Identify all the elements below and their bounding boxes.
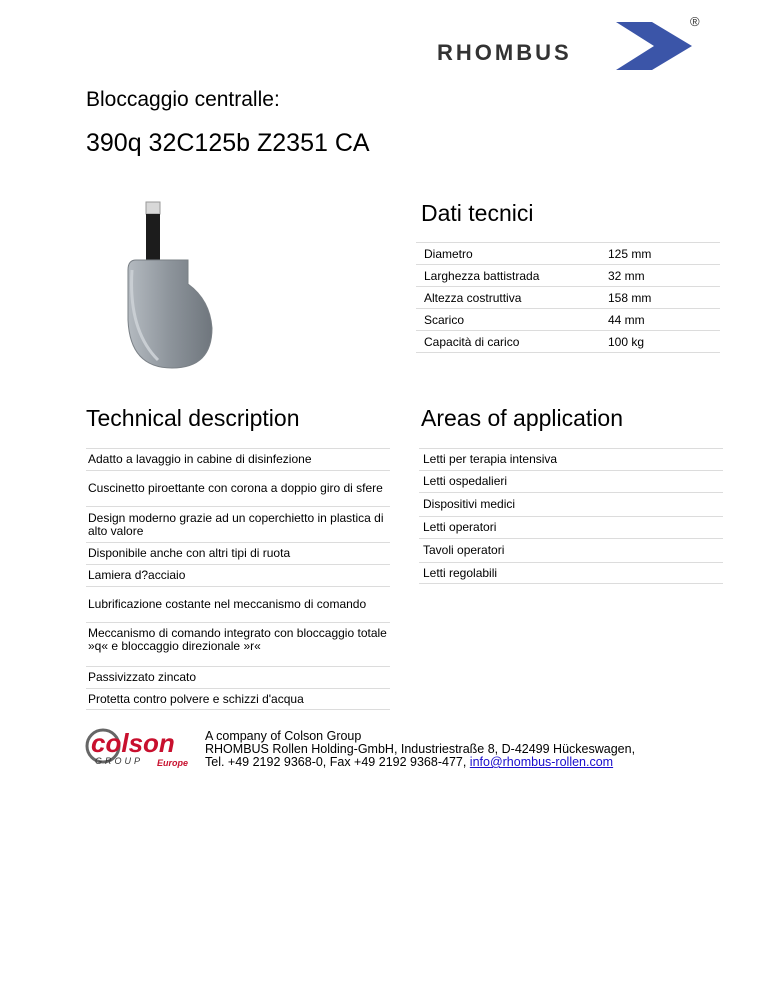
list-item: Protetta contro polvere e schizzi d'acqua [86, 688, 390, 710]
spec-value: 100 kg [608, 331, 720, 353]
list-item: Tavoli operatori [419, 538, 723, 562]
list-item: Lubrificazione costante nel meccanismo di comando [86, 586, 390, 622]
list-item: Passivizzato zincato [86, 666, 390, 688]
specs-heading: Dati tecnici [421, 200, 534, 226]
spec-value: 158 mm [608, 287, 720, 309]
table-row [416, 309, 720, 331]
table-row [416, 331, 720, 353]
list-item: Letti operatori [419, 516, 723, 538]
footer-line-1: A company of Colson Group [205, 729, 362, 743]
list-item: Disponibile anche con altri tipi di ruota [86, 542, 390, 564]
page-title: 390q 32C125b Z2351 CA [86, 129, 370, 157]
rhombus-arrow-icon [614, 20, 694, 72]
colson-logo [85, 726, 201, 772]
spec-label: Capacità di carico [416, 331, 608, 353]
list-item: Cuscinetto piroettante con corona a doppio giro di sfere [86, 470, 390, 506]
footer [205, 730, 635, 769]
footer-line-2: RHOMBUS Rollen Holding-GmbH, Industriestraße 8, D-42499 Hückeswagen, [205, 742, 636, 756]
list-item: Meccanismo di comando integrato con bloccaggio totale »q« e bloccaggio direzionale »r« [86, 622, 390, 666]
spec-label: Larghezza battistrada [416, 265, 608, 287]
list-item: Letti regolabili [419, 562, 723, 584]
spec-value: 44 mm [608, 309, 720, 331]
spec-label: Diametro [416, 243, 608, 265]
colson-region: Europe [157, 758, 189, 768]
list-item: Letti per terapia intensiva [419, 448, 723, 470]
table-row [416, 243, 720, 265]
registered-mark: ® [690, 14, 700, 29]
colson-group: GROUP [95, 756, 144, 766]
technical-list [86, 448, 390, 710]
list-item: Dispositivi medici [419, 492, 723, 516]
list-item: Design moderno grazie ad un coperchietto in plastica di alto valore [86, 506, 390, 542]
email-link[interactable]: info@rhombus-rollen.com [469, 755, 614, 769]
page-subtitle: Bloccaggio centralle: [86, 88, 280, 111]
spec-label: Altezza costruttiva [416, 287, 608, 309]
product-image [118, 200, 228, 375]
footer-contact: Tel. +49 2192 9368-0, Fax +49 2192 9368-477, [205, 755, 470, 769]
brand-name: RHOMBUS [437, 40, 572, 65]
table-row [416, 287, 720, 309]
technical-heading: Technical description [86, 405, 300, 431]
spec-value: 32 mm [608, 265, 720, 287]
footer-line-3 [205, 756, 635, 769]
spec-value: 125 mm [608, 243, 720, 265]
specs-table [416, 242, 720, 353]
list-item: Adatto a lavaggio in cabine di disinfezione [86, 448, 390, 470]
areas-list [419, 448, 723, 584]
list-item: Letti ospedalieri [419, 470, 723, 492]
spec-label: Scarico [416, 309, 608, 331]
list-item: Lamiera d?acciaio [86, 564, 390, 586]
colson-word: colson [91, 728, 175, 758]
table-row [416, 265, 720, 287]
areas-heading: Areas of application [421, 405, 624, 431]
